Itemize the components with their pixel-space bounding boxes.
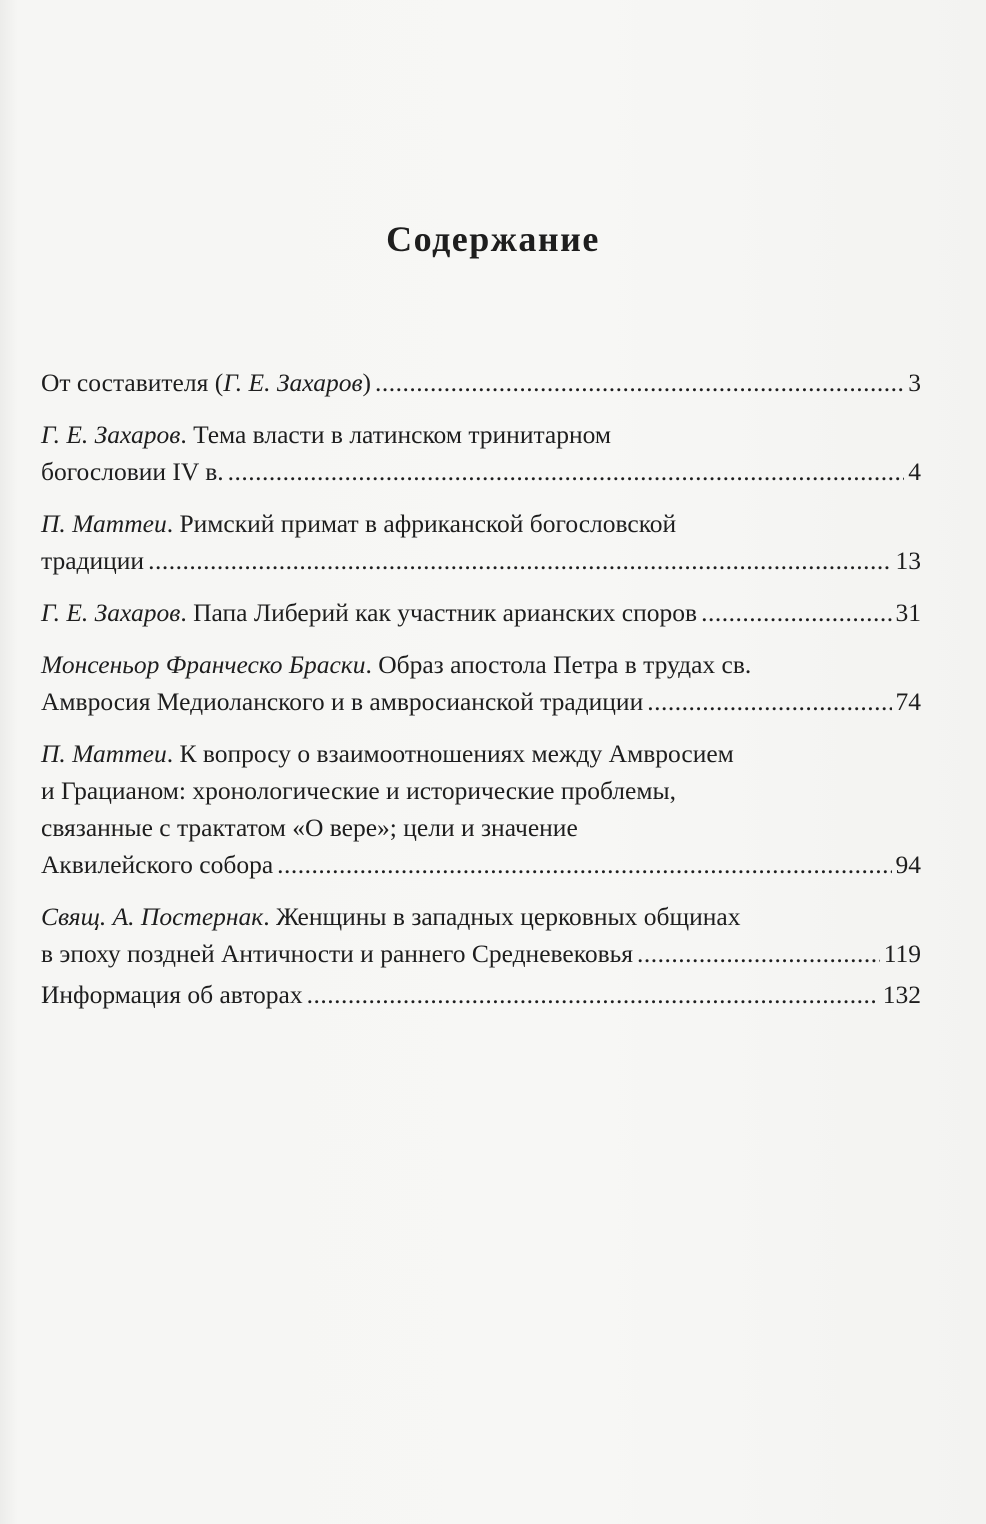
toc-entry-author-info[interactable]	[41, 976, 921, 1013]
toc-line	[41, 453, 921, 490]
dot-leader	[647, 683, 891, 720]
toc-entry-title: . Папа Либерий как участник арианских споров	[180, 598, 698, 627]
dot-leader	[148, 542, 891, 579]
toc-line	[41, 364, 921, 401]
toc-entry-title: . К вопросу о взаимоотношениях между Амвросием	[166, 739, 734, 768]
toc-page-number: 119	[883, 939, 921, 968]
toc-page-number: 4	[908, 457, 921, 486]
toc-entry-title: . Женщины в западных церковных общинах	[263, 902, 741, 931]
toc-entry-author: П. Маттеи	[41, 509, 167, 538]
dot-leader	[277, 846, 891, 883]
toc-line	[41, 505, 921, 542]
toc-line	[41, 898, 921, 935]
toc-page-number: 74	[895, 687, 921, 716]
toc-entry-author: Г. Е. Захаров	[223, 368, 363, 397]
toc-entry[interactable]	[41, 735, 921, 883]
toc-entry-author: Г. Е. Захаров	[41, 420, 181, 449]
toc-entry-title: От составителя (Г. Е. Захаров)	[41, 368, 372, 397]
toc-entry-title-cont: в эпоху поздней Античности и раннего Средневековья	[41, 939, 633, 968]
toc-entry-title-cont: Амвросия Медиоланского и в амвросианской традиции	[41, 687, 644, 716]
toc-line	[41, 735, 921, 772]
toc-entry-title-cont: традиции	[41, 546, 145, 575]
toc-entry-title-text: От составителя (	[41, 368, 224, 397]
toc-entry-author: Г. Е. Захаров	[41, 598, 181, 627]
toc-entry-title: Информация об авторах	[41, 980, 303, 1009]
toc-entry-author: Свящ. А. Постернак	[41, 902, 264, 931]
toc-line	[41, 935, 921, 972]
toc-line	[41, 542, 921, 579]
toc-page-number: 94	[895, 850, 921, 879]
toc-entry-editor-preface[interactable]	[41, 364, 921, 401]
toc-page-number: 31	[895, 598, 921, 627]
toc-line	[41, 683, 921, 720]
toc-line	[41, 809, 921, 846]
toc-entry-author: П. Маттеи	[41, 739, 167, 768]
toc-entry-author: Монсеньор Франческо Браски	[41, 650, 366, 679]
toc-page-number: 132	[882, 980, 921, 1009]
toc-line	[41, 976, 921, 1013]
toc-entry-title: . Римский примат в африканской богословской	[166, 509, 677, 538]
toc-entry-title-cont: Аквилейского собора	[41, 850, 274, 879]
dot-leader	[307, 976, 879, 1013]
toc-entry[interactable]	[41, 416, 921, 490]
toc-entry-title-cont: и Грацианом: хронологические и исторические проблемы,	[41, 776, 676, 805]
toc-entry-title-cont: связанные с трактатом «О вере»; цели и значение	[41, 813, 578, 842]
toc-entry-title: . Образ апостола Петра в трудах св.	[365, 650, 752, 679]
dot-leader	[228, 453, 905, 490]
toc-page-number: 13	[895, 546, 921, 575]
toc-entry-title: . Тема власти в латинском тринитарном	[180, 420, 612, 449]
toc-line	[41, 772, 921, 809]
toc-line	[41, 646, 921, 683]
toc-entry[interactable]	[41, 898, 921, 972]
dot-leader	[637, 935, 880, 972]
toc-entry-title-cont: богословии IV в.	[41, 457, 224, 486]
toc-entry[interactable]	[41, 594, 921, 631]
dot-leader	[701, 594, 891, 631]
toc-entry[interactable]	[41, 505, 921, 579]
page-title: Содержание	[386, 219, 600, 259]
toc-line	[41, 846, 921, 883]
dot-leader	[375, 364, 904, 401]
toc-page-number: 3	[908, 368, 921, 397]
toc-line	[41, 594, 921, 631]
toc-line	[41, 416, 921, 453]
table-of-contents	[41, 364, 921, 1028]
toc-entry[interactable]	[41, 646, 921, 720]
